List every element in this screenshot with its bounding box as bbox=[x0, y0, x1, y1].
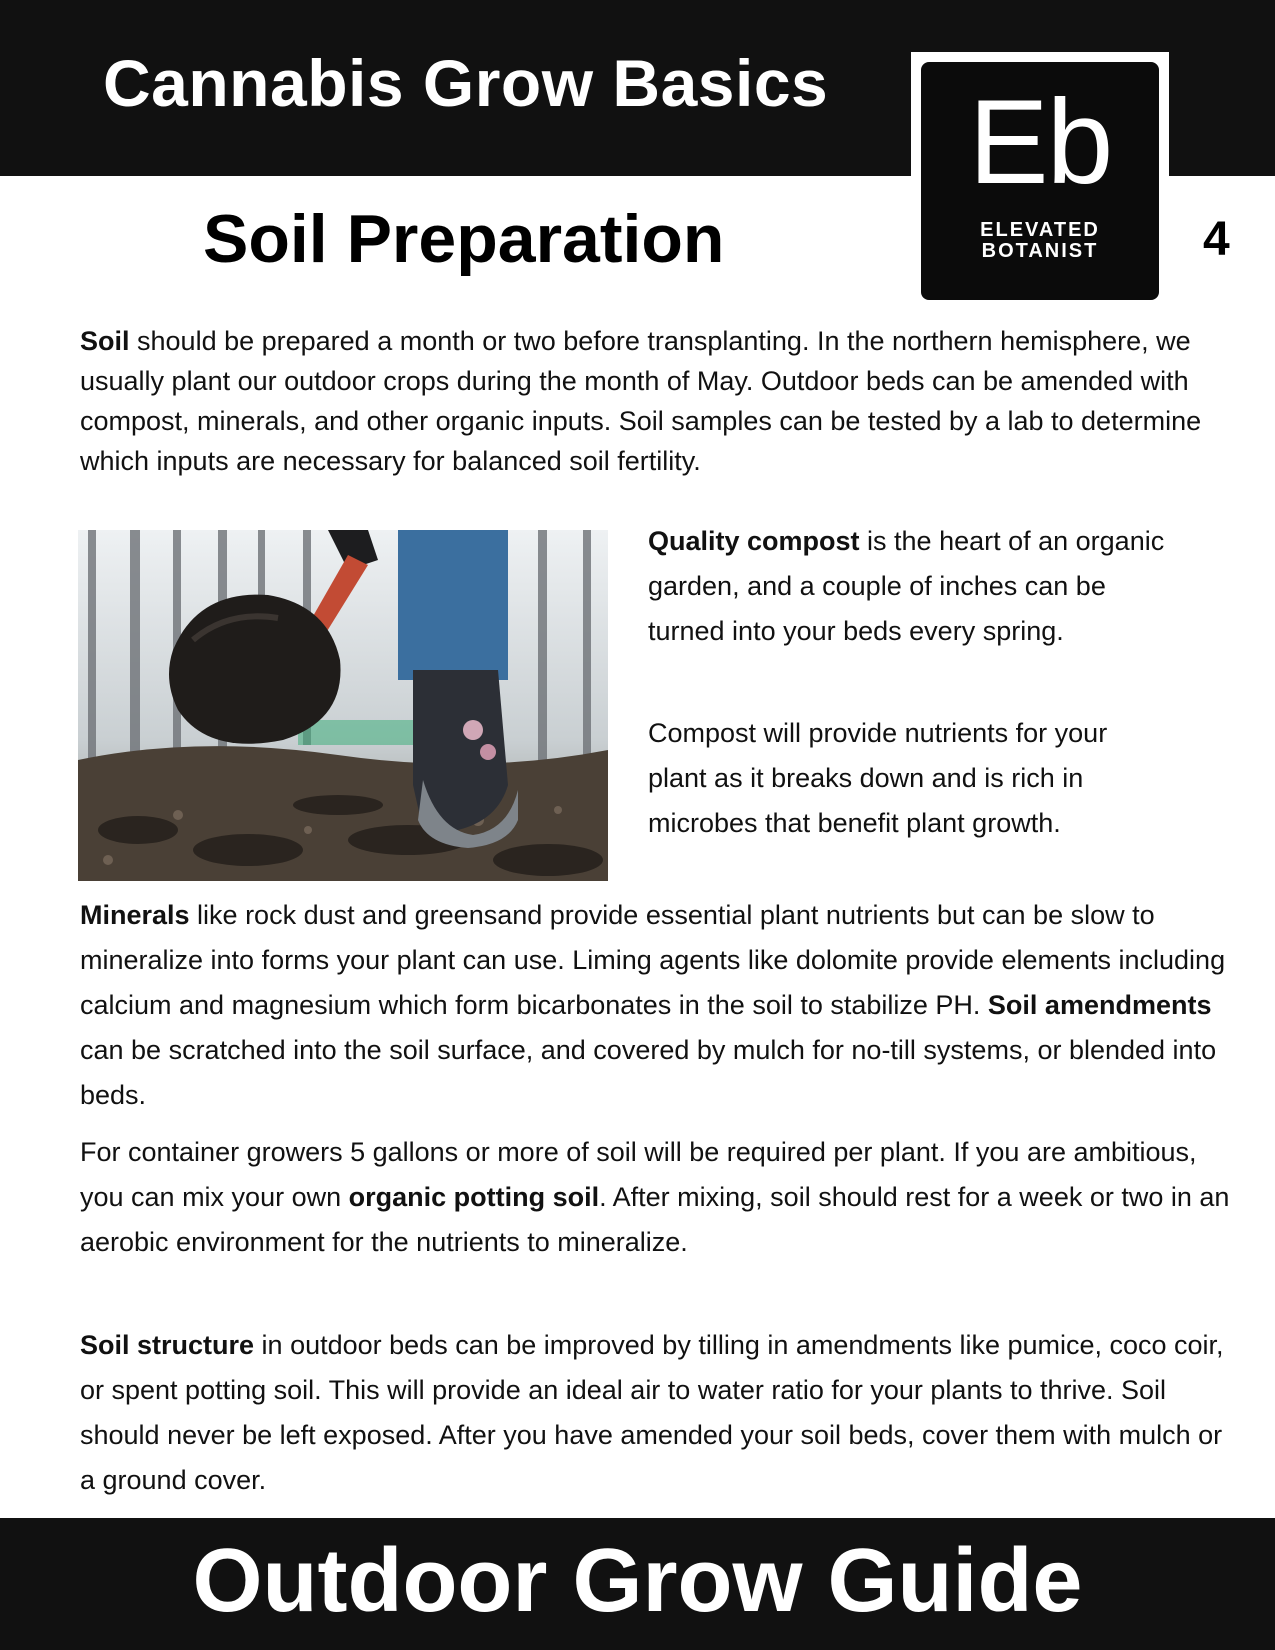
page-title: Soil Preparation bbox=[203, 201, 725, 277]
footer-title: Outdoor Grow Guide bbox=[192, 1531, 1083, 1631]
logo-mark: Eb bbox=[968, 75, 1112, 209]
paragraph-minerals-amendments: Soil amendments bbox=[987, 990, 1212, 1020]
paragraph-compost-nutrients bbox=[648, 711, 1158, 846]
paragraph-minerals-text: like rock dust and greensand provide essential plant nutrients but can be slow to mineralize into forms your plant can use. Liming agents like dolomite provide elements including calcium and magnesium which form bicarbonates in the soil to stabilize PH. bbox=[80, 900, 1226, 1020]
paragraph-intro-text: should be prepared a month or two before transplanting. In the northern hemisphere, we usually plant our outdoor crops during the month of May. Outdoor beds can be amended with compost, minerals, and other organic inputs. Soil samples can be tested by a lab to determine which inputs are necessary for balanced soil fertility. bbox=[80, 326, 1202, 476]
paragraph-minerals-lead: Minerals bbox=[80, 900, 190, 930]
paragraph-containers bbox=[80, 1130, 1230, 1265]
header-title: Cannabis Grow Basics bbox=[103, 46, 829, 120]
paragraph-structure bbox=[80, 1323, 1230, 1503]
logo-text bbox=[921, 220, 1159, 262]
paragraph-compost-lead: Quality compost bbox=[648, 526, 860, 556]
soil-photo bbox=[78, 530, 608, 881]
logo-line-1: ELEVATED bbox=[980, 219, 1100, 241]
paragraph-intro bbox=[80, 321, 1210, 481]
paragraph-minerals-text-2: can be scratched into the soil surface, and covered by mulch for no-till systems, or blended into beds. bbox=[80, 1035, 1217, 1110]
paragraph-compost-nutrients-text: Compost will provide nutrients for your plant as it breaks down and is rich in microbes that benefit plant growth. bbox=[648, 718, 1108, 838]
paragraph-structure-lead: Soil structure bbox=[80, 1330, 255, 1360]
paragraph-compost bbox=[648, 519, 1188, 654]
paragraph-minerals bbox=[80, 893, 1230, 1118]
paragraph-structure-text: in outdoor beds can be improved by tilling in amendments like pumice, coco coir, or spent potting soil. This will provide an ideal air to water ratio for your plants to thrive. Soil should never be left exposed. After you have amended your soil beds, cover them with mulch or a ground cover. bbox=[80, 1330, 1224, 1495]
page-number: 4 bbox=[1203, 213, 1230, 266]
paragraph-containers-text: For container growers 5 gallons or more of soil will be required per plant. If you are ambitious, you can mix your own bbox=[80, 1137, 1197, 1212]
paragraph-compost-text: is the heart of an organic garden, and a couple of inches can be turned into your beds every spring. bbox=[648, 526, 1165, 646]
paragraph-containers-potting-soil: organic potting soil bbox=[348, 1182, 600, 1212]
paragraph-intro-lead: Soil bbox=[80, 326, 130, 356]
gardener-digging-soil-image bbox=[78, 530, 608, 881]
brand-logo bbox=[921, 62, 1159, 300]
paragraph-containers-text-2: . After mixing, soil should rest for a week or two in an aerobic environment for the nutrients to mineralize. bbox=[80, 1182, 1230, 1257]
logo-line-2: BOTANIST bbox=[981, 240, 1099, 262]
